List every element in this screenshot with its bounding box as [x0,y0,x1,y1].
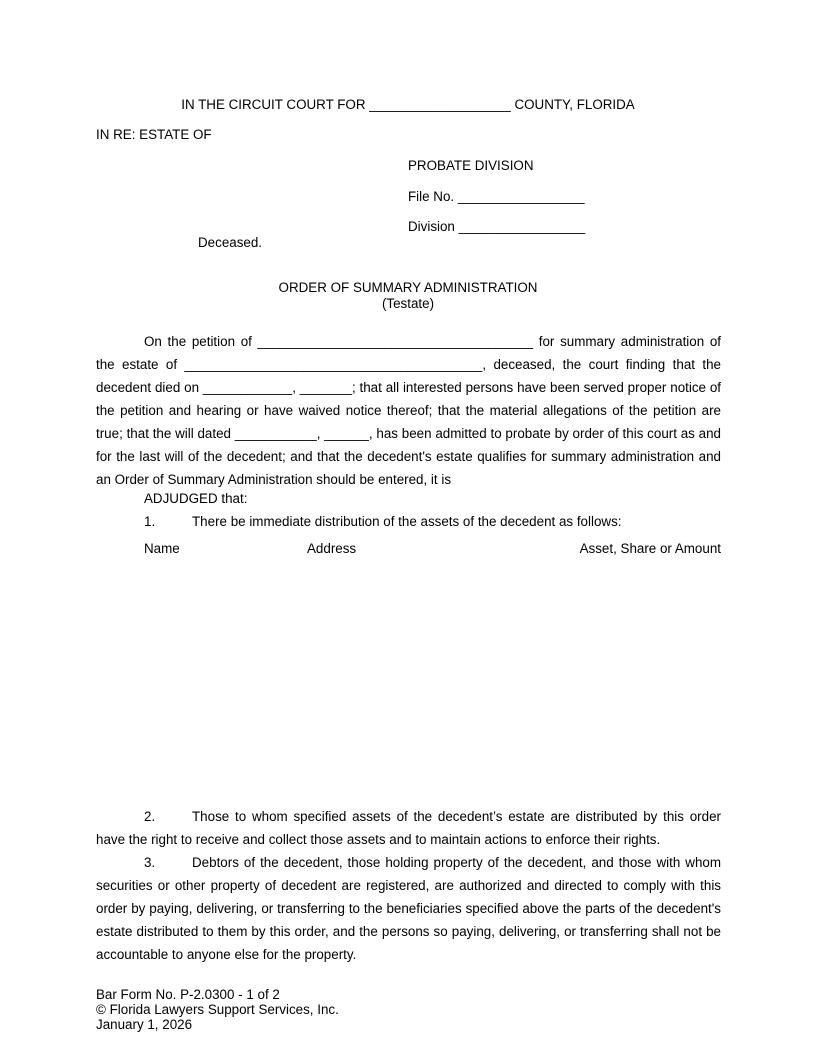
document-title: ORDER OF SUMMARY ADMINISTRATION [278,280,538,295]
item-3-text: Debtors of the decedent, those holding property of the decedent, and those with whom securities or other property of decedent are registered, are authorized and directed to comply with this order by paying, delivering, or transferring to the beneficiaries specified above the parts of the decedent's estate distributed to them by this order, and the persons so paying, delivering, or transferring shall not be accountable to anyone else for the property. [96,855,721,962]
probate-division: PROBATE DIVISION [408,158,534,173]
footer-copyright: © Florida Lawyers Support Services, Inc. [96,1002,339,1017]
item-3-number: 3. [144,855,156,870]
form-footer [96,987,339,1032]
column-address: Address [307,541,357,556]
division-field: Division _________________ [408,219,586,234]
item-1 [144,514,621,529]
item-2 [96,805,721,851]
item-3 [96,851,721,966]
document-subtitle: (Testate) [381,296,435,311]
column-asset: Asset, Share or Amount [579,541,721,556]
court-heading: IN THE CIRCUIT COURT FOR ___________________ COUNTY, FLORIDA [181,97,635,112]
item-1-number: 1. [144,514,156,529]
item-2-number: 2. [144,809,156,824]
deceased-label: Deceased. [198,235,263,250]
intro-paragraph [96,330,721,491]
footer-form-number: Bar Form No. P-2.0300 - 1 of 2 [96,987,280,1002]
intro-paragraph-text: On the petition of _____________________________________ for summary administration of the estate of ________________________________________, deceased, the court finding that the decedent died on ____________, _______; that all interested persons have been served proper notice of the petition and hearing or have waived notice thereof; that the material allegations of the petition are true; that the will dated ___________, ______, has been admitted to probate by order of this court as and for the last will of the decedent; and that the decedent's estate qualifies for summary administration and an Order of Summary Administration should be entered, it is [96,334,721,487]
in-re-caption: IN RE: ESTATE OF [96,127,212,142]
item-1-text: There be immediate distribution of the assets of the decedent as follows: [192,514,622,529]
footer-date: January 1, 2026 [96,1017,193,1032]
adjudged-heading: ADJUDGED that: [144,491,248,506]
column-name: Name [144,541,180,556]
file-number-field: File No. _________________ [408,189,585,204]
item-2-text: Those to whom specified assets of the decedent’s estate are distributed by this order have the right to receive and collect those assets and to maintain actions to enforce their rights. [96,809,721,847]
